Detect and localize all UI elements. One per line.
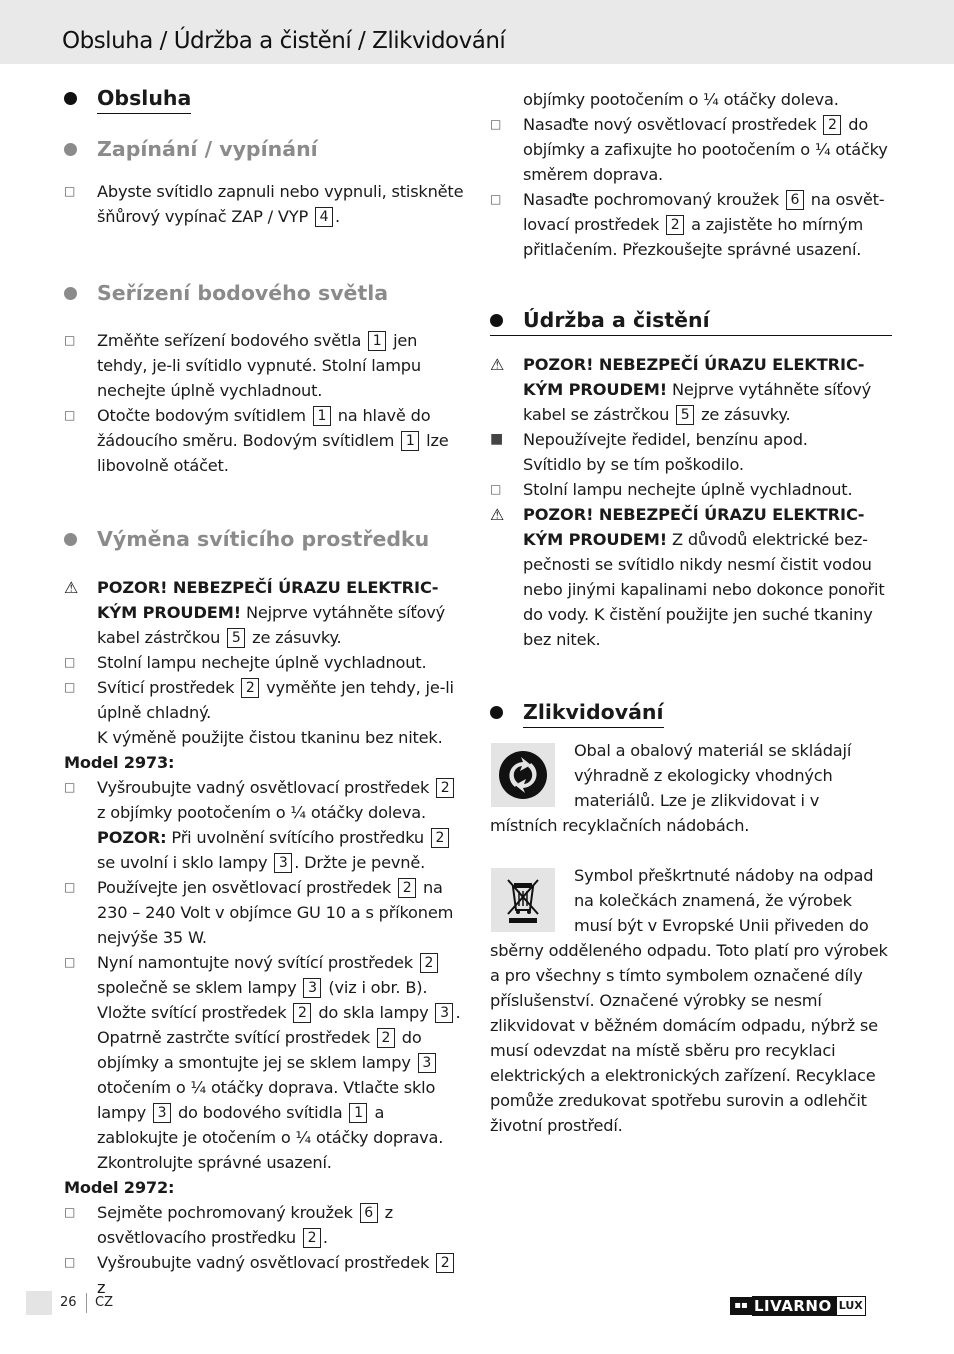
warning-triangle-icon: ⚠ (490, 355, 505, 374)
reference-number-box: 4 (315, 207, 333, 227)
text-span: se uvolní i sklo lampy (97, 853, 268, 872)
page-title: Obsluha / Údržba a čistění / Zlikvidování (62, 28, 506, 54)
reference-number-box: 5 (676, 405, 694, 425)
text-span: ze zásuvky. (701, 405, 791, 424)
reference-number-box: 2 (436, 778, 454, 798)
reference-number-box: 2 (241, 678, 259, 698)
reference-number-box: 5 (227, 628, 245, 648)
page-number: 26 (60, 1295, 77, 1310)
square-bullet-icon: ■ (490, 431, 504, 447)
text-span: Změňte seřízení bodového světla (97, 331, 362, 350)
text-span: Zapínání / vypínání (97, 137, 318, 161)
text-span: Seřízení bodového světla (97, 281, 389, 305)
section-heading-zlikvidovani (490, 697, 664, 728)
text-span: Vyšroubujte vadný osvětlovací prostředek (97, 778, 430, 797)
text-span: . (322, 1228, 328, 1247)
text-span: z objímky pootočením o ¼ otáčky doleva. (97, 803, 426, 822)
reference-number-box: 3 (435, 1003, 453, 1023)
subsection-heading-serizeni (64, 278, 464, 308)
list-item (490, 427, 892, 477)
text-span: Svítidlo by se tím poškodilo. (523, 455, 744, 474)
footer-tab (26, 1291, 52, 1315)
text-span: Při uvolnění svítícího prostředku (171, 828, 424, 847)
left-column (64, 80, 464, 1300)
reference-number-box: 2 (666, 215, 684, 235)
reference-number-box: 1 (313, 406, 331, 426)
bullet-dot-icon (64, 533, 77, 546)
bullet-dot-icon (490, 706, 503, 719)
warning-item (490, 502, 892, 652)
list-item (64, 775, 464, 875)
text-span: z osvětlovacího prostředku (97, 1203, 393, 1247)
subsection-heading-vymena (64, 524, 464, 554)
reference-number-box: 3 (153, 1103, 171, 1123)
text-span: POZOR: (97, 828, 167, 847)
text-span: na 230 – 240 Volt v objímce GU 10 a s příkonem nejvýše 35 W. (97, 878, 454, 947)
checkbox-bullet-icon: □ (490, 482, 502, 496)
text-span: Obal a obalový materiál se skládají výhradně z ekologicky vhodných materiálů. Lze je zlikvidovat i v místních recyklačních nádobách. (490, 741, 852, 835)
reference-number-box: 3 (303, 978, 321, 998)
text-span: vyměňte jen tehdy, je-li úplně chladný. (97, 678, 454, 722)
list-item (64, 875, 464, 950)
text-span: do bodového svítidla (177, 1103, 343, 1122)
reference-number-box: 2 (398, 878, 416, 898)
reference-number-box: 2 (377, 1028, 395, 1048)
checkbox-bullet-icon: □ (64, 680, 76, 694)
list-item (64, 1200, 464, 1250)
logo-suffix: LUX (836, 1296, 866, 1316)
text-span: ze zásuvky. (252, 628, 342, 647)
text-span: Zlikvidování (523, 697, 664, 728)
text-span: POZOR! NEBEZPEČÍ ÚRAZU ELEKTRICKÝM PROUDEM! (523, 505, 865, 549)
model-label-2973: Model 2973: (64, 753, 175, 772)
text-span: do skla lampy (318, 1003, 429, 1022)
text-span: Nejprve vytáhněte síťový kabel se zástrčkou (523, 380, 872, 424)
list-item (64, 675, 464, 725)
reference-number-box: 2 (303, 1228, 321, 1248)
text-span: Výměna svíticího prostředku (97, 527, 430, 551)
section-heading-obsluha (64, 83, 191, 114)
bullet-dot-icon (64, 143, 77, 156)
text-span: . Opatrně zastrčte svítící prostředek (97, 1003, 461, 1047)
list-item (64, 650, 464, 675)
bullet-dot-icon (64, 287, 77, 300)
text-span: Symbol přeškrtnuté nádoby na odpad na kolečkách znamená, že výrobek musí být v Evropské Unii přiveden do sběrny odděleného odpadu. Toto platí pro výrobek a pro všechny s tímto symbolem označené díly příslušenství. Označené výrobky se nesmí zlikvidovat v běžném domácím odpadu, nýbrž se musí odevzdat na místě sběru pro recyklaci elektrických a elektronických zařízení. Recyklace pomůže zredukovat spotřebu surovin a odlehčit životní prostředí. (490, 866, 888, 1135)
checkbox-bullet-icon: □ (490, 117, 502, 131)
subsection-heading-zapinani (64, 134, 464, 164)
text-span: na hlavě do žádoucího směru. Bodovým svítidlem (97, 406, 431, 450)
list-item (64, 403, 464, 478)
warning-item (64, 575, 464, 650)
text-span: Otočte bodovým svítidlem (97, 406, 306, 425)
text-span: . (334, 207, 340, 226)
warning-triangle-icon: ⚠ (490, 505, 505, 524)
text-span: společně se sklem lampy (97, 978, 297, 997)
list-item (64, 1250, 464, 1300)
checkbox-bullet-icon: □ (64, 655, 76, 669)
reference-number-box: 2 (823, 115, 841, 135)
checkbox-bullet-icon: □ (64, 184, 76, 198)
text-span: . Držte je pevně. (294, 853, 426, 872)
text-span: Stolní lampu nechejte úplně vychladnout. (97, 653, 427, 672)
checkbox-bullet-icon: □ (64, 1255, 76, 1269)
text-span: (viz i obr. B). Vložte svítící prostředek (97, 978, 428, 1022)
livarno-lux-logo (730, 1296, 866, 1316)
text-span: Nyní namontujte nový svítící prostředek (97, 953, 413, 972)
reference-number-box: 1 (368, 331, 386, 351)
disposal-paragraph-weee (490, 863, 892, 1138)
language-code: CZ (95, 1295, 113, 1310)
reference-number-box: 2 (436, 1253, 454, 1273)
list-item (490, 477, 892, 502)
text-span: Sejměte pochromovaný kroužek (97, 1203, 353, 1222)
text-span: Stolní lampu nechejte úplně vychladnout. (523, 480, 853, 499)
text-span: POZOR! NEBEZPEČÍ ÚRAZU ELEKTRICKÝM PROUDEM! (97, 578, 439, 622)
text-span: POZOR! NEBEZPEČÍ ÚRAZU ELEKTRICKÝM PROUDEM! (523, 355, 865, 399)
reference-number-box: 6 (360, 1203, 378, 1223)
list-continuation: K výměně použijte čistou tkaninu bez nitek. (97, 728, 443, 747)
text-span: z (97, 1278, 106, 1297)
list-item (64, 328, 464, 403)
bullet-dot-icon (64, 92, 77, 105)
page-header (0, 0, 954, 64)
footer-divider (86, 1293, 87, 1313)
text-span: jen tehdy, je-li svítidlo vypnuté. Stolní lampu nechejte úplně vychladnout. (97, 331, 421, 400)
checkbox-bullet-icon: □ (64, 333, 76, 347)
text-span: otočením o ¼ otáčky doprava. Vtlačte sklo lampy (97, 1078, 436, 1122)
text-span: Nasaďte nový osvětlovací prostředek (523, 115, 817, 134)
bullet-dot-icon (490, 314, 503, 327)
checkbox-bullet-icon: □ (64, 880, 76, 894)
section-heading-udrzba (490, 305, 892, 336)
text-span: do objímky a smontujte jej se sklem lampy (97, 1028, 422, 1072)
text-span: Nasaďte pochromovaný kroužek (523, 190, 779, 209)
list-item (490, 112, 892, 187)
reference-number-box: 6 (786, 190, 804, 210)
text-span: a zablokujte je otočením o ¼ otáčky doprava. Zkontrolujte správné usazení. (97, 1103, 444, 1172)
text-span: Z důvodů elektrické bezpečnosti se svítidlo nikdy nesmí čistit vodou nebo jinými kapalinami nebo dokonce ponořit do vody. K čistění použijte jen suché tkaniny bez nitek. (523, 530, 885, 649)
text-span: Nejprve vytáhněte síťový kabel zástrčkou (97, 603, 446, 647)
checkbox-bullet-icon: □ (64, 955, 76, 969)
text-span: Vyšroubujte vadný osvětlovací prostředek (97, 1253, 430, 1272)
logo-mark-icon: ▪▪ (730, 1297, 752, 1315)
logo-text: LIVARNO (752, 1296, 836, 1316)
reference-number-box: 1 (349, 1103, 367, 1123)
reference-number-box: 2 (431, 828, 449, 848)
warning-triangle-icon: ⚠ (64, 578, 79, 597)
text-span: do objímky a zafixujte ho pootočením o ¼ otáčky směrem doprava. (523, 115, 888, 184)
text-span: Svíticí prostředek (97, 678, 235, 697)
disposal-paragraph-packaging (490, 738, 890, 838)
reference-number-box: 1 (401, 431, 419, 451)
text-span: na osvětlovací prostředek (523, 190, 885, 234)
checkbox-bullet-icon: □ (490, 192, 502, 206)
list-item (64, 179, 464, 229)
text-span: Abyste svítidlo zapnuli nebo vypnuli, stiskněte šňůrový vypínač ZAP / VYP (97, 182, 464, 226)
text-span: Nepoužívejte ředidel, benzínu apod. (523, 430, 808, 449)
reference-number-box: 3 (418, 1053, 436, 1073)
checkbox-bullet-icon: □ (64, 408, 76, 422)
checkbox-bullet-icon: □ (64, 780, 76, 794)
text-span: lze libovolně otáčet. (97, 431, 449, 475)
reference-number-box: 2 (293, 1003, 311, 1023)
checkbox-bullet-icon: □ (64, 1205, 76, 1219)
text-span: a zajistěte ho mírným přitlačením. Přezkoušejte správné usazení. (523, 215, 864, 259)
reference-number-box: 2 (420, 953, 438, 973)
text-span: Obsluha (97, 83, 191, 114)
text-span: Údržba a čistění (523, 308, 710, 332)
warning-item (490, 352, 892, 427)
list-continuation: objímky pootočením o ¼ otáčky doleva. (523, 90, 839, 109)
model-label-2972: Model 2972: (64, 1178, 175, 1197)
reference-number-box: 3 (274, 853, 292, 873)
list-item (490, 187, 892, 262)
list-item (64, 950, 464, 1175)
right-column (490, 80, 892, 728)
text-span: Používejte jen osvětlovací prostředek (97, 878, 392, 897)
